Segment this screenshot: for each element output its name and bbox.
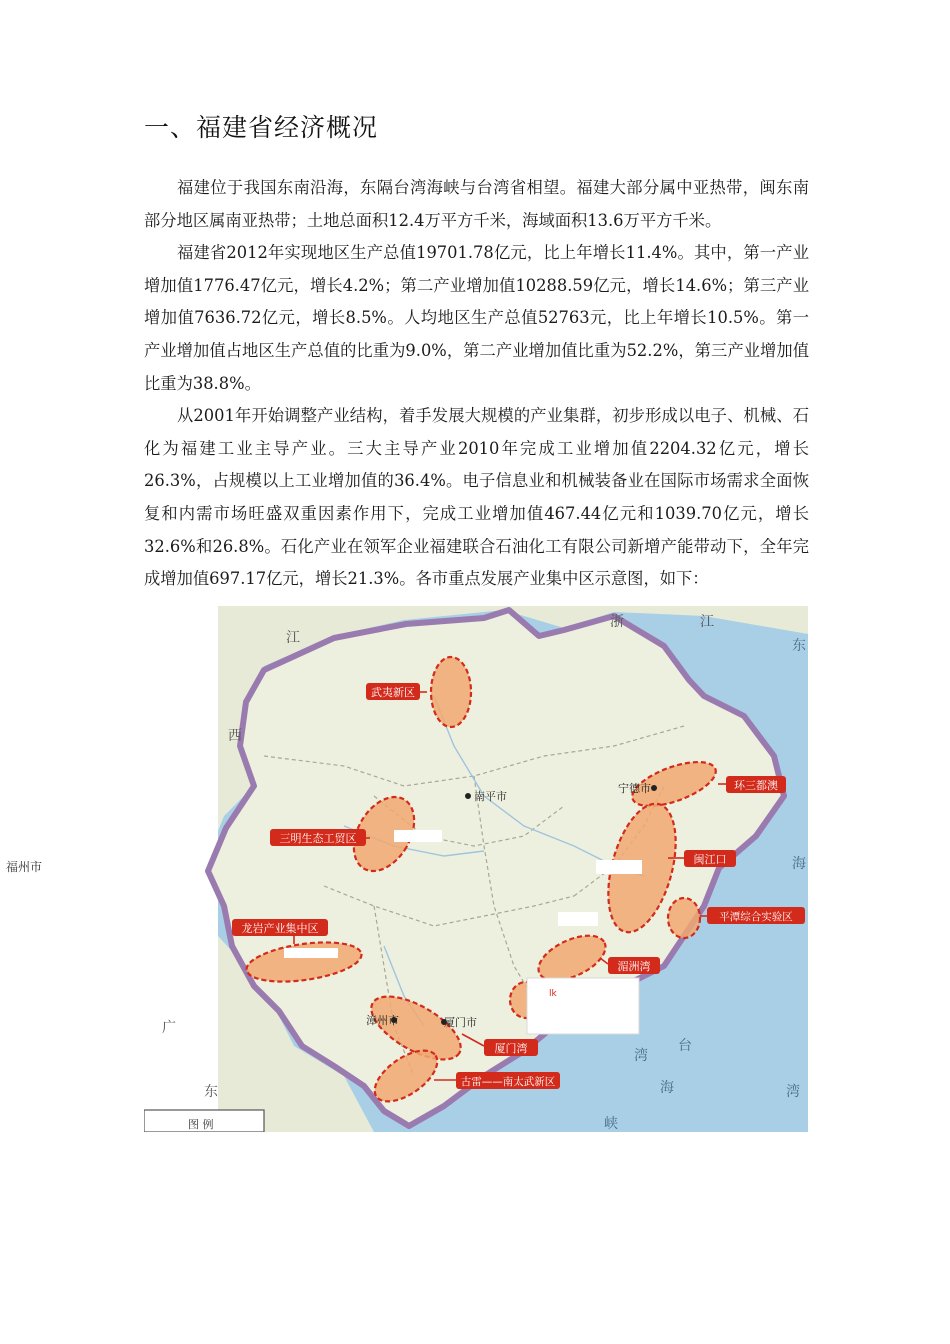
paragraph-industry: 从2001年开始调整产业结构，着手发展大规模的产业集群，初步形成以电子、机械、石化为福建工业主导产业。三大主导产业2010年完成工业增加值2204.32亿元，增长26.3%，占规模以上工业增加值的36.4%。电子信息业和机械装备业在国际市场需求全面恢复和内需市场旺盛双重因素作用下，完成工业增加值467.44亿元和1039.70亿元，增长32.6%和26.8%。石化产业在领军企业福建联合石油化工有限公司新增产能带动下，全年完成增加值697.17亿元，增长21.3%。各市重点发展产业集中区示意图，如下： — [144, 406, 809, 589]
zone-label-wuyi: 武夷新区 — [371, 686, 415, 699]
city-label-nanping: 南平市 — [474, 790, 507, 803]
legend-title: 图 例 — [188, 1118, 214, 1131]
zone-label-meizhouwan: 湄洲湾 — [617, 960, 651, 973]
white-overlay-box — [527, 978, 639, 1034]
zone-label-sanming: 三明生态工贸区 — [279, 832, 357, 845]
zone-wuyi-ellipse — [431, 657, 471, 727]
label-jiangxi-2: 西 — [228, 728, 242, 744]
zone-label-longyan: 龙岩产业集中区 — [241, 922, 319, 935]
body-text — [144, 172, 809, 596]
section-heading: 一、福建省经济概况 — [144, 113, 379, 142]
city-label-xiamen: 厦门市 — [444, 1016, 477, 1029]
zone-label-minjiangkou: 闽江口 — [693, 853, 727, 866]
label-donghai-1: 东 — [792, 638, 806, 654]
label-zhejiang-1: 浙 — [610, 614, 624, 630]
label-zhejiang-2: 江 — [700, 614, 714, 630]
label-strait-5: 湾 — [786, 1084, 800, 1100]
zone-label-gulei: 古雷——南太武新区 — [460, 1076, 556, 1088]
zone-pingtan-ellipse — [668, 898, 700, 938]
fujian-industry-zone-map — [144, 606, 808, 1132]
label-strait-4: 峡 — [604, 1116, 618, 1132]
label-jiangxi-1: 江 — [286, 630, 300, 646]
label-guangdong-1: 广 — [162, 1020, 176, 1036]
city-label-ningde: 宁德市 — [618, 782, 651, 795]
label-strait-1: 台 — [678, 1038, 692, 1054]
zone-label-xiamenwan: 厦门湾 — [494, 1042, 528, 1055]
label-donghai-2: 海 — [792, 856, 806, 872]
paragraph-geography: 福建位于我国东南沿海，东隔台湾海峡与台湾省相望。福建大部分属中亚热带，闽东南部分地区属南亚热带；土地总面积12.4万平方千米，海域面积13.6万平方千米。 — [144, 178, 809, 230]
label-strait-2: 湾 — [634, 1048, 648, 1064]
margin-text-fragment: 福州市 — [6, 860, 43, 874]
zone-label-huansandu: 环三都澳 — [734, 779, 778, 792]
label-guangdong-2: 东 — [204, 1084, 218, 1100]
white-box-text: lk — [549, 989, 557, 999]
zone-label-pingtan: 平潭综合实验区 — [719, 911, 793, 923]
label-strait-3: 海 — [660, 1080, 674, 1096]
city-label-zhangzhou: 漳州市 — [366, 1014, 399, 1027]
paragraph-gdp: 福建省2012年实现地区生产总值19701.78亿元，比上年增长11.4%。其中，第一产业增加值1776.47亿元，增长4.2%；第二产业增加值10288.59亿元，增长14.6%；第三产业增加值7636.72亿元，增长8.5%。人均地区生产总值52763元，比上年增长10.5%。第一产业增加值占地区生产总值的比重为9.0%，第二产业增加值比重为52.2%，第三产业增加值比重为38.8%。 — [144, 243, 809, 393]
